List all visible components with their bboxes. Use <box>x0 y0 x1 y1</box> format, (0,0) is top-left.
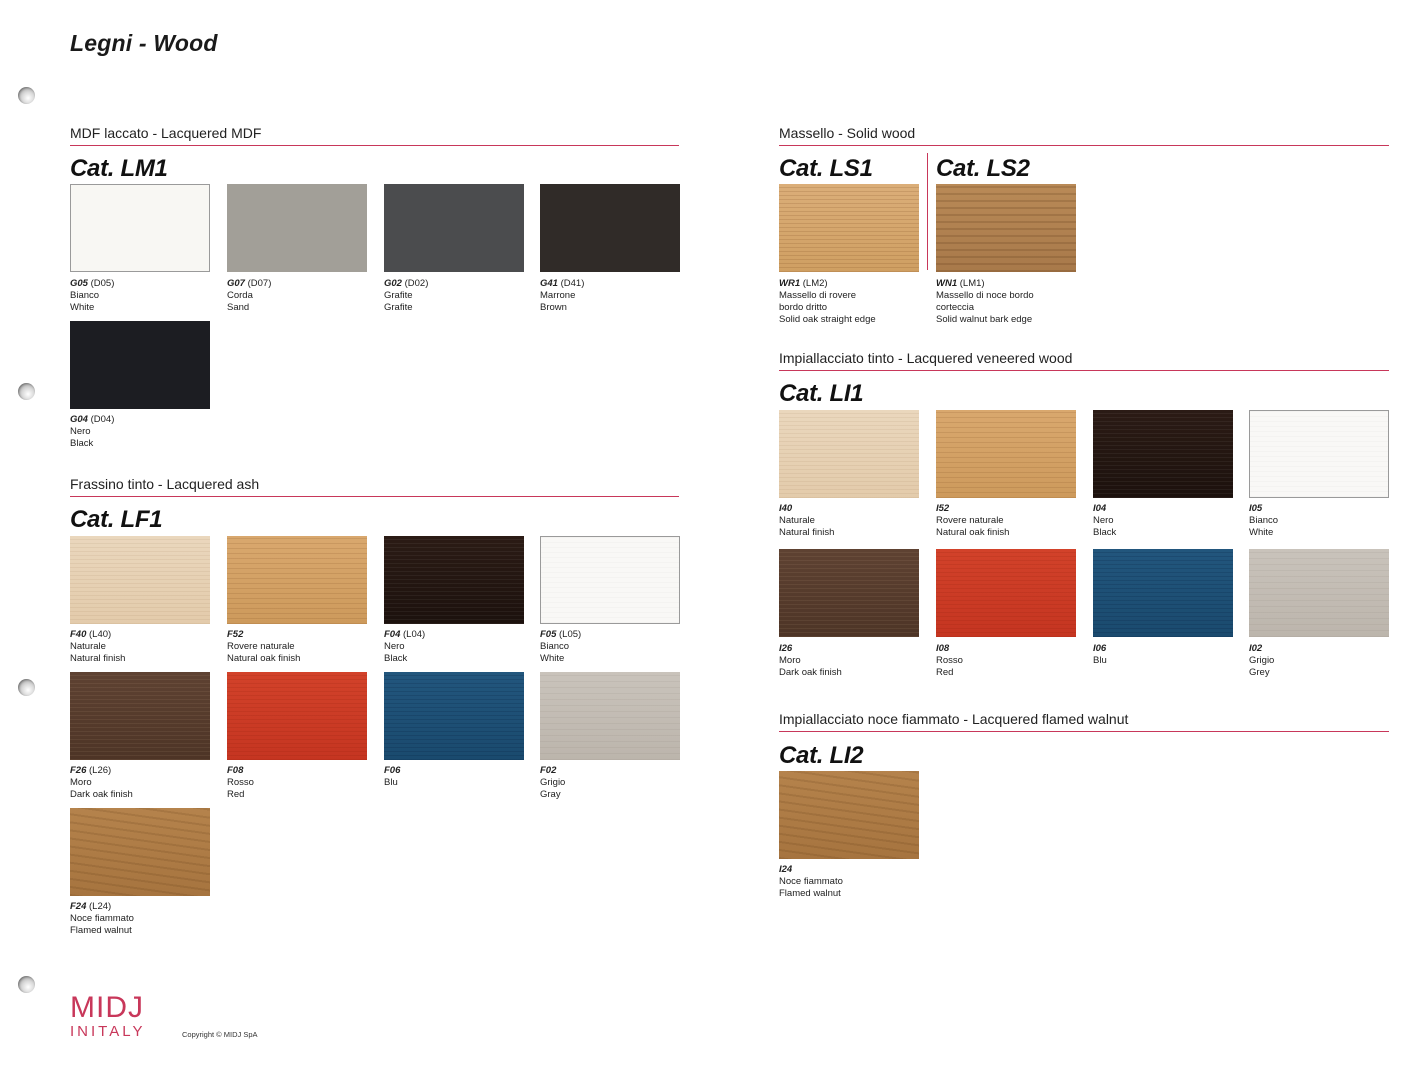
finish-name-en: Brown <box>540 302 567 313</box>
swatch-wr1[interactable] <box>779 184 919 272</box>
swatch-caption <box>779 278 929 326</box>
category-label-li1: Cat. LI1 <box>779 380 864 407</box>
section-heading-solid: Massello - Solid wood <box>779 125 1389 146</box>
finish-alt-code: (LM1) <box>959 278 985 289</box>
swatch-caption <box>936 643 1086 679</box>
swatch-i02[interactable] <box>1249 549 1389 637</box>
finish-code: F08 <box>227 765 244 776</box>
swatch-caption <box>70 765 220 801</box>
finish-code: G05 <box>70 278 88 289</box>
finish-alt-code: (L26) <box>89 765 112 776</box>
finish-alt-code: (D05) <box>90 278 115 289</box>
finish-alt-code: (D04) <box>90 414 115 425</box>
finish-code: I52 <box>936 503 950 514</box>
swatch-g41[interactable] <box>540 184 680 272</box>
finish-name-it: Corda <box>227 290 253 301</box>
swatch-g04[interactable] <box>70 321 210 409</box>
finish-name-en: Natural finish <box>70 653 126 664</box>
swatch-caption <box>227 278 377 314</box>
swatch-caption <box>540 765 690 801</box>
finish-name-en: White <box>1249 527 1274 538</box>
finish-code: F02 <box>540 765 557 776</box>
swatch-caption <box>540 278 690 314</box>
finish-code: F05 <box>540 629 557 640</box>
finish-name-it: Nero <box>70 426 91 437</box>
finish-code: F52 <box>227 629 244 640</box>
swatch-caption <box>1249 643 1399 679</box>
finish-alt-code: (L04) <box>403 629 426 640</box>
category-label-ls1: Cat. LS1 <box>779 155 873 182</box>
finish-code: F40 <box>70 629 87 640</box>
finish-name-it: Grigio <box>1249 655 1275 666</box>
finish-name-it: Nero <box>1093 515 1114 526</box>
logo-wordmark: MIDJ <box>70 991 144 1024</box>
finish-name-it: Naturale <box>70 641 106 652</box>
category-label-lf1: Cat. LF1 <box>70 506 163 533</box>
finish-name-it: Rovere naturale <box>936 515 1004 526</box>
finish-name-it: Noce fiammato <box>70 913 134 924</box>
finish-name-en: Black <box>384 653 408 664</box>
swatch-i40[interactable] <box>779 410 919 498</box>
finish-desc-line: bordo dritto <box>779 302 828 313</box>
finish-name-it: Moro <box>779 655 801 666</box>
finish-name-it: Bianco <box>540 641 570 652</box>
finish-code: I26 <box>779 643 793 654</box>
binder-hole <box>18 679 35 696</box>
swatch-i24[interactable] <box>779 771 919 859</box>
finish-name-en: White <box>540 653 565 664</box>
category-label-ls2: Cat. LS2 <box>936 155 1030 182</box>
swatch-f52[interactable] <box>227 536 367 624</box>
finish-code: G04 <box>70 414 88 425</box>
swatch-caption <box>384 629 534 665</box>
swatch-f04[interactable] <box>384 536 524 624</box>
swatch-caption <box>779 503 929 539</box>
category-label-lm1: Cat. LM1 <box>70 155 168 182</box>
swatch-f08[interactable] <box>227 672 367 760</box>
brand-logo <box>70 993 145 1040</box>
binder-hole <box>18 87 35 104</box>
logo-tagline: INITALY <box>70 1023 146 1040</box>
finish-name-en: Grafite <box>384 302 413 313</box>
swatch-caption <box>70 901 220 937</box>
swatch-caption <box>1093 503 1243 539</box>
swatch-caption <box>936 278 1086 326</box>
swatch-i06[interactable] <box>1093 549 1233 637</box>
finish-alt-code: (LM2) <box>802 278 828 289</box>
finish-desc-line: Solid walnut bark edge <box>936 314 1033 325</box>
finish-name-it: Rosso <box>227 777 254 788</box>
finish-desc-line: Solid oak straight edge <box>779 314 876 325</box>
finish-name-it: Rosso <box>936 655 963 666</box>
finish-name-it: Grafite <box>384 290 413 301</box>
finish-code: F04 <box>384 629 401 640</box>
swatch-caption <box>936 503 1086 539</box>
binder-hole <box>18 976 35 993</box>
swatch-caption <box>1249 503 1399 539</box>
finish-name-it: Noce fiammato <box>779 876 843 887</box>
finish-name-en: Flamed walnut <box>70 925 132 936</box>
swatch-caption <box>227 765 377 801</box>
finish-desc-line: Massello di rovere <box>779 290 857 301</box>
swatch-i52[interactable] <box>936 410 1076 498</box>
finish-name-en: Grey <box>1249 667 1270 678</box>
swatch-caption <box>540 629 690 665</box>
finish-name-it: Moro <box>70 777 92 788</box>
finish-code: WR1 <box>779 278 801 289</box>
swatch-caption <box>70 629 220 665</box>
finish-desc-line: corteccia <box>936 302 975 313</box>
finish-name-en: Natural oak finish <box>227 653 301 664</box>
finish-name-en: Gray <box>540 789 561 800</box>
finish-name-it: Grigio <box>540 777 566 788</box>
finish-name-en: Flamed walnut <box>779 888 841 899</box>
swatch-f06[interactable] <box>384 672 524 760</box>
finish-code: I06 <box>1093 643 1107 654</box>
swatch-i05[interactable] <box>1249 410 1389 498</box>
copyright-notice: Copyright © MIDJ SpA <box>182 1030 258 1039</box>
finish-code: I05 <box>1249 503 1263 514</box>
finish-alt-code: (D02) <box>404 278 429 289</box>
finish-code: WN1 <box>936 278 958 289</box>
section-heading-walnut: Impiallacciato noce fiammato - Lacquered flamed walnut <box>779 711 1389 732</box>
swatch-caption <box>70 414 220 450</box>
finish-code: I04 <box>1093 503 1107 514</box>
finish-name-it: Blu <box>384 777 398 788</box>
finish-name-en: Dark oak finish <box>779 667 842 678</box>
page-title: Legni - Wood <box>70 30 218 56</box>
category-divider <box>927 153 928 270</box>
swatch-caption <box>1093 643 1243 667</box>
finish-name-it: Nero <box>384 641 405 652</box>
swatch-f40[interactable] <box>70 536 210 624</box>
finish-name-en: Red <box>227 789 245 800</box>
swatch-wn1[interactable] <box>936 184 1076 272</box>
finish-code: I02 <box>1249 643 1263 654</box>
section-heading-ash: Frassino tinto - Lacquered ash <box>70 476 679 497</box>
finish-alt-code: (L05) <box>559 629 582 640</box>
finish-alt-code: (L40) <box>89 629 112 640</box>
finish-name-en: White <box>70 302 95 313</box>
finish-code: F24 <box>70 901 87 912</box>
swatch-f02[interactable] <box>540 672 680 760</box>
finish-name-it: Blu <box>1093 655 1107 666</box>
swatch-caption <box>779 864 929 900</box>
finish-code: F06 <box>384 765 401 776</box>
finish-name-en: Black <box>70 438 94 449</box>
finish-name-it: Naturale <box>779 515 815 526</box>
finish-code: I24 <box>779 864 793 875</box>
finish-name-it: Bianco <box>1249 515 1279 526</box>
section-heading-veneer: Impiallacciato tinto - Lacquered veneered wood <box>779 350 1389 371</box>
binder-hole <box>18 383 35 400</box>
finish-code: F26 <box>70 765 87 776</box>
swatch-g05[interactable] <box>70 184 210 272</box>
finish-name-en: Sand <box>227 302 250 313</box>
finish-alt-code: (D41) <box>560 278 585 289</box>
finish-code: I08 <box>936 643 950 654</box>
category-label-li2: Cat. LI2 <box>779 742 864 769</box>
swatch-f26[interactable] <box>70 672 210 760</box>
finish-alt-code: (D07) <box>247 278 272 289</box>
finish-alt-code: (L24) <box>89 901 112 912</box>
swatch-i08[interactable] <box>936 549 1076 637</box>
finish-code: G02 <box>384 278 402 289</box>
swatch-caption <box>384 765 534 789</box>
swatch-i04[interactable] <box>1093 410 1233 498</box>
finish-name-en: Natural oak finish <box>936 527 1010 538</box>
swatch-f24[interactable] <box>70 808 210 896</box>
finish-code: G41 <box>540 278 558 289</box>
swatch-caption <box>384 278 534 314</box>
finish-name-en: Natural finish <box>779 527 835 538</box>
finish-name-en: Red <box>936 667 954 678</box>
swatch-caption <box>227 629 377 665</box>
swatch-caption <box>779 643 929 679</box>
finish-desc-line: Massello di noce bordo <box>936 290 1034 301</box>
finish-code: G07 <box>227 278 245 289</box>
finish-name-it: Marrone <box>540 290 576 301</box>
finish-name-en: Dark oak finish <box>70 789 133 800</box>
swatch-g07[interactable] <box>227 184 367 272</box>
swatch-i26[interactable] <box>779 549 919 637</box>
finish-code: I40 <box>779 503 793 514</box>
finish-name-it: Rovere naturale <box>227 641 295 652</box>
swatch-g02[interactable] <box>384 184 524 272</box>
finish-name-it: Bianco <box>70 290 100 301</box>
finish-name-en: Black <box>1093 527 1117 538</box>
section-heading-mdf: MDF laccato - Lacquered MDF <box>70 125 679 146</box>
swatch-f05[interactable] <box>540 536 680 624</box>
swatch-caption <box>70 278 220 314</box>
